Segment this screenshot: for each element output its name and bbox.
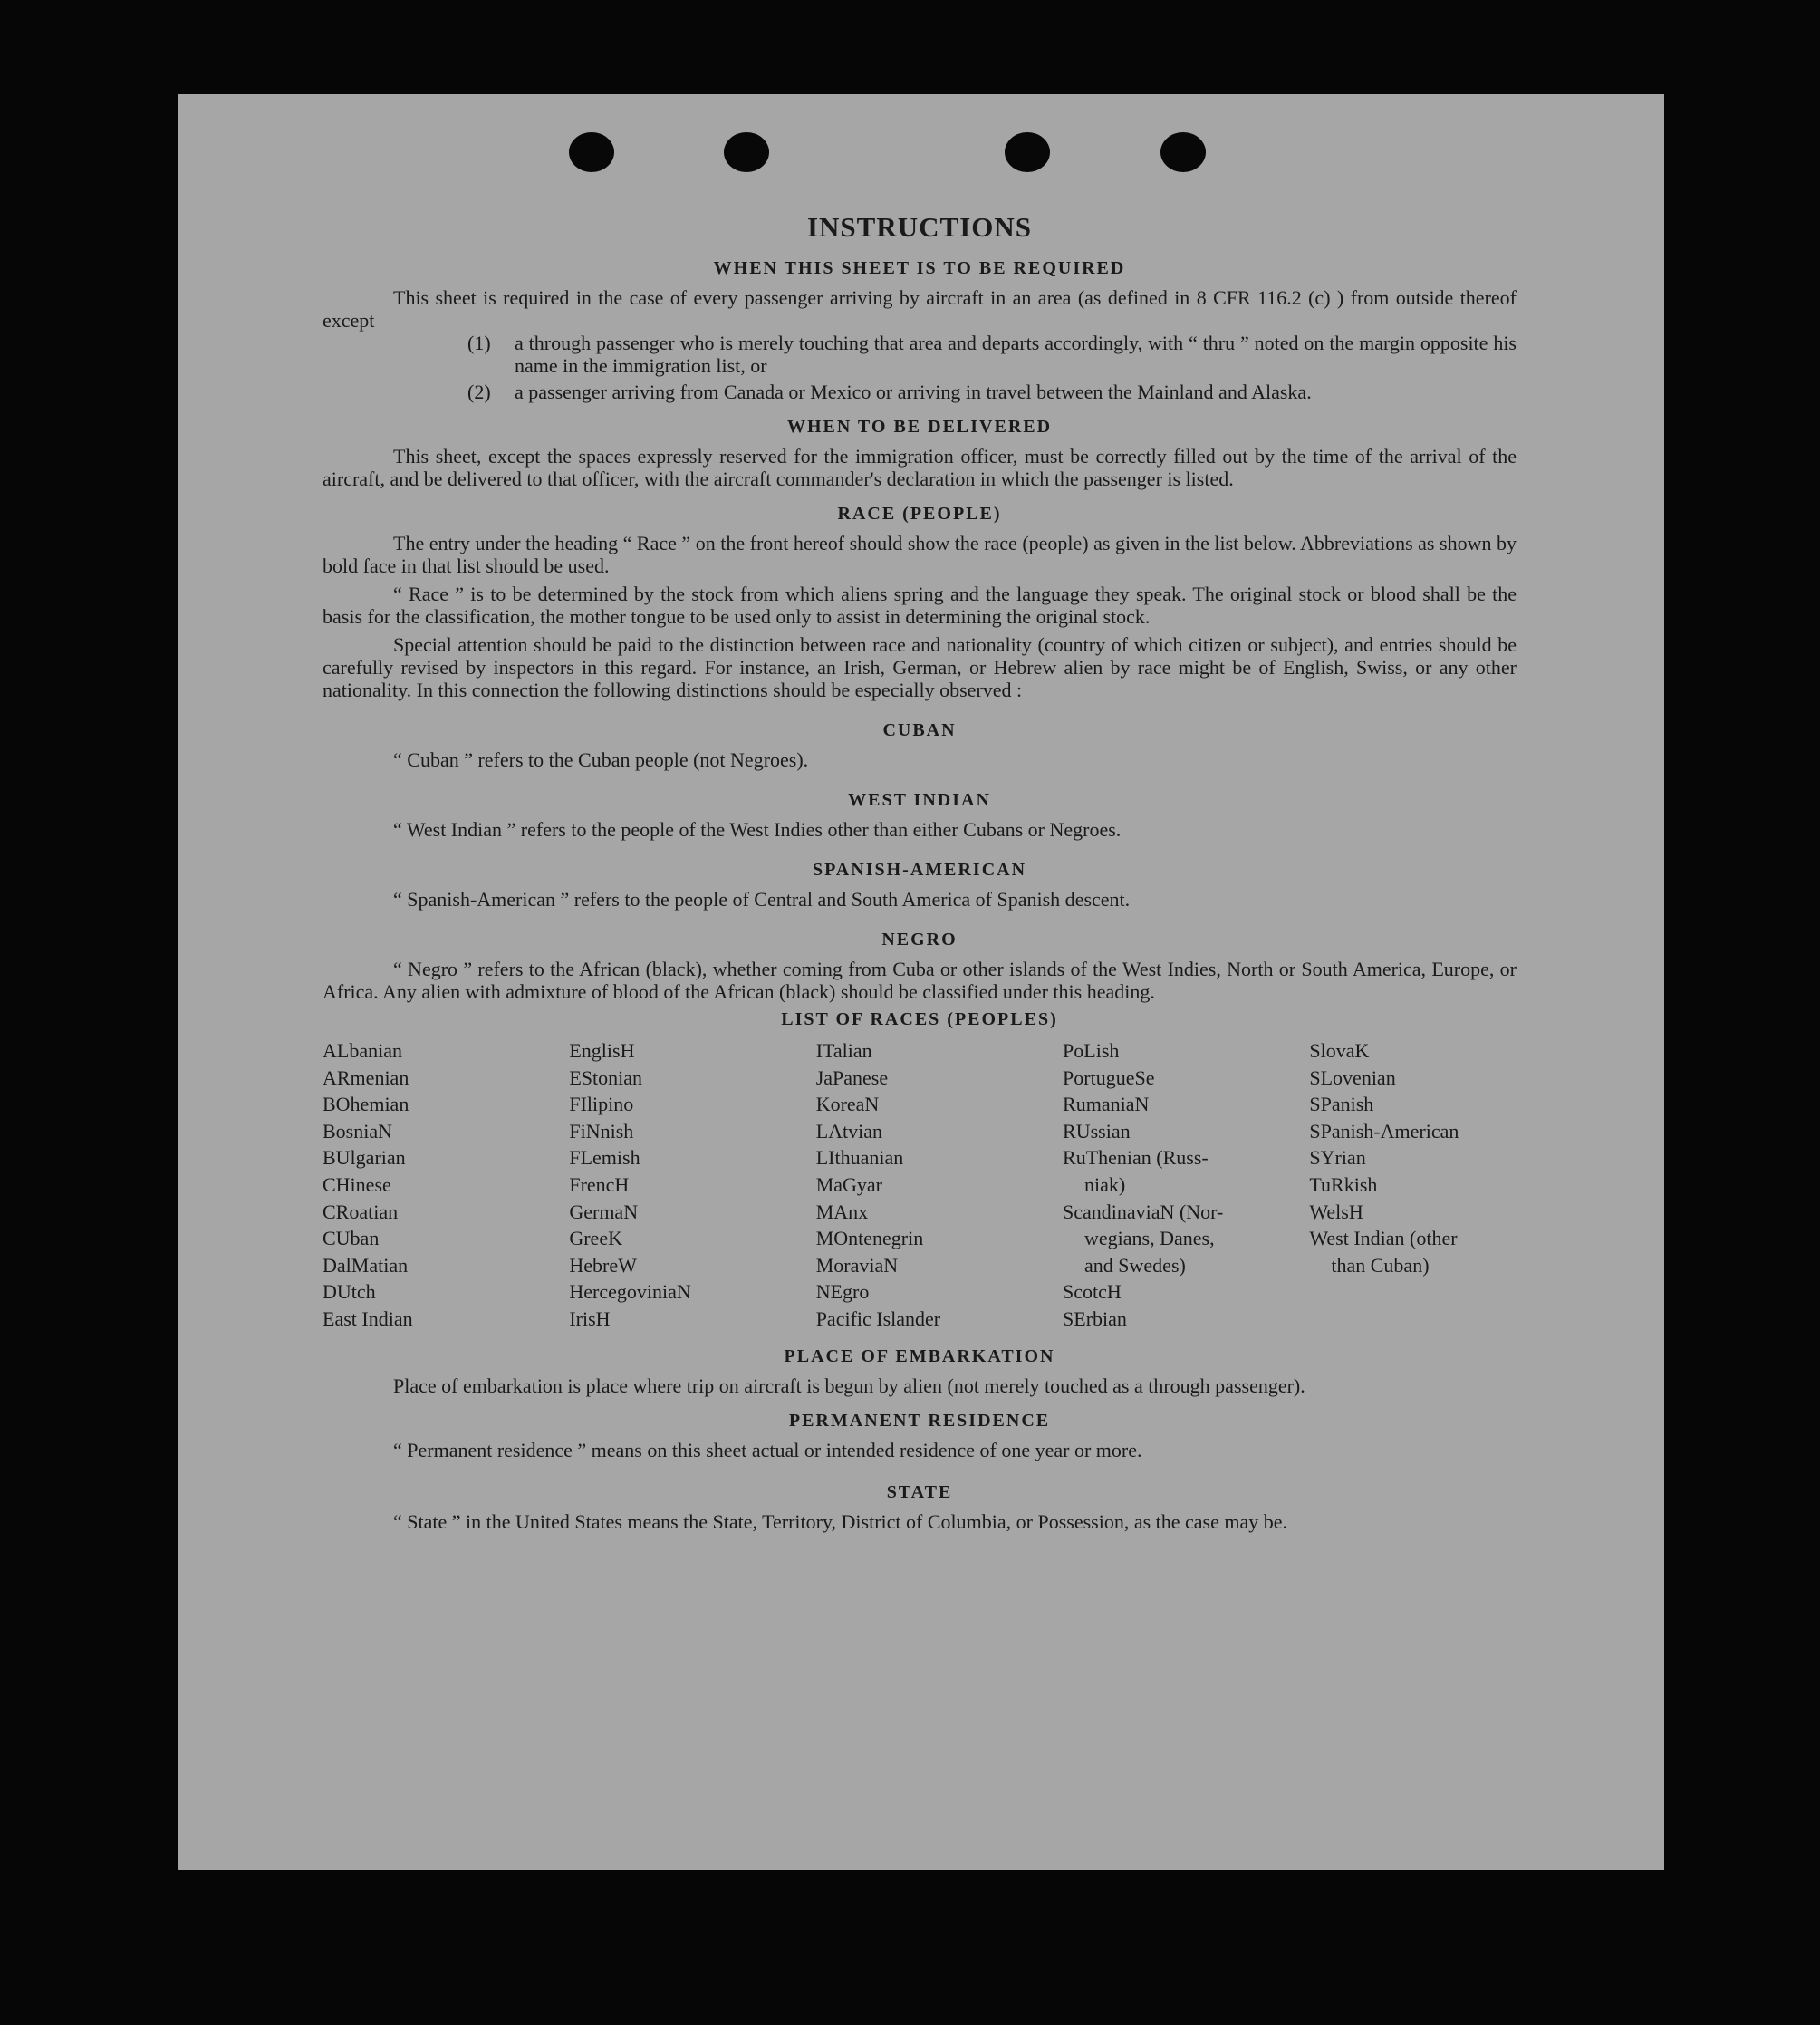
race-entry: RumaniaN	[1063, 1093, 1150, 1116]
races-list	[323, 1037, 1517, 1333]
race-entry: SPanish-American	[1309, 1119, 1459, 1143]
race-entry: RUssian	[1063, 1119, 1131, 1143]
race-entry: NEgro	[815, 1280, 870, 1304]
race-entry: ALbanian	[323, 1039, 402, 1062]
races-column	[1063, 1037, 1309, 1333]
race-entry: East Indian	[323, 1307, 413, 1330]
punch-hole	[724, 132, 769, 172]
race-entry: MaGyar	[815, 1172, 882, 1196]
race-entry: EnglisH	[569, 1039, 635, 1062]
race-entry-continued: and Swedes)	[1084, 1253, 1186, 1277]
item-number: (2)	[467, 381, 491, 403]
heading-permanent-residence: PERMANENT RESIDENCE	[788, 1410, 1051, 1431]
punch-hole	[1160, 132, 1206, 172]
race-entry: HercegoviniaN	[569, 1280, 691, 1304]
race-entry: FrencH	[569, 1172, 630, 1196]
item-number: (1)	[467, 332, 491, 354]
race-entry: FiNnish	[569, 1119, 634, 1143]
race-entry: PoLish	[1063, 1039, 1120, 1062]
races-column	[1309, 1037, 1517, 1333]
heading-negro: NEGRO	[881, 930, 958, 950]
heading-spanish-american: SPANISH-AMERICAN	[812, 860, 1027, 880]
heading-west-indian: WEST INDIAN	[848, 790, 991, 810]
embarkation-text: Place of embarkation is place where trip on aircraft is begun by alien (not merely touched as a through passenger).	[393, 1374, 1305, 1397]
race-entry: RuThenian (Russ-	[1063, 1146, 1209, 1170]
race-entry: MoraviaN	[815, 1253, 899, 1277]
spanish-american-text: “ Spanish-American ” refers to the people of Central and South America of Spanish descent.	[393, 888, 1131, 911]
race-entry: SlovaK	[1309, 1039, 1370, 1062]
races-column	[323, 1037, 569, 1333]
instructions-content	[323, 210, 1517, 1533]
race-entry: SErbian	[1063, 1307, 1127, 1330]
document-sheet	[178, 94, 1664, 1870]
race-entry: SYrian	[1309, 1146, 1366, 1170]
race-entry: CHinese	[323, 1172, 391, 1196]
race-entry: KoreaN	[815, 1093, 880, 1116]
race-entry: SPanish	[1309, 1093, 1374, 1116]
heading-state: STATE	[886, 1481, 953, 1502]
heading-when-required: WHEN THIS SHEET IS TO BE REQUIRED	[713, 258, 1126, 278]
race-entry-continued: wegians, Danes,	[1084, 1227, 1215, 1250]
west-indian-text: “ West Indian ” refers to the people of the West Indies other than either Cubans or Negroes.	[393, 818, 1122, 841]
heading-list-of-races: LIST OF RACES (PEOPLES)	[781, 1009, 1058, 1029]
heading-place-of-embarkation: PLACE OF EMBARKATION	[784, 1345, 1055, 1366]
race-entry: GermaN	[569, 1200, 639, 1223]
race-paragraph: “ Race ” is to be determined by the stock from which aliens spring and the language they speak. The original stock or blood shall be the basis for the classification, the mother tongue to be used only to assist in determining the original stock.	[323, 583, 1517, 628]
race-entry: CRoatian	[323, 1200, 399, 1223]
race-entry: Pacific Islander	[815, 1307, 941, 1330]
race-entry: TuRkish	[1309, 1172, 1378, 1196]
item-text: a passenger arriving from Canada or Mexico or arriving in travel between the Mainland and Alaska.	[515, 381, 1312, 403]
race-entry: IrisH	[569, 1307, 611, 1330]
delivered-text: This sheet, except the spaces expressly reserved for the immigration officer, must be correctly filled out by the time of the arrival of the aircraft, and be delivered to that officer, with the aircraft commander's declaration in which the passenger is listed.	[323, 445, 1517, 490]
race-paragraph: The entry under the heading “ Race ” on the front hereof should show the race (people) as given in the list below. Abbreviations as shown by bold face in that list should be used.	[323, 532, 1517, 577]
race-entry: WelsH	[1309, 1200, 1363, 1223]
race-entry: JaPanese	[815, 1066, 889, 1089]
negro-text: “ Negro ” refers to the African (black), whether coming from Cuba or other islands of the West Indies, North or South America, Europe, or Africa. Any alien with admixture of blood of the African (black) should be classified under this heading.	[323, 958, 1517, 1003]
race-entry: BUlgarian	[323, 1146, 406, 1170]
race-entry: SLovenian	[1309, 1066, 1396, 1089]
race-entry: BOhemian	[323, 1093, 409, 1116]
race-entry: LIthuanian	[815, 1146, 904, 1170]
race-entry: PortugueSe	[1063, 1066, 1155, 1089]
punch-hole	[1005, 132, 1050, 172]
race-entry: West Indian (other	[1309, 1227, 1458, 1250]
required-item	[467, 381, 1517, 403]
race-entry: LAtvian	[815, 1119, 883, 1143]
heading-cuban: CUBAN	[882, 720, 957, 740]
races-column	[569, 1037, 815, 1333]
race-paragraph: Special attention should be paid to the distinction between race and nationality (country of which citizen or subject), and entries should be carefully revised by inspectors in this regard. For instance, an Irish, German, or Hebrew alien by race might be of English, Swiss, or any other nationality. In this connection the following distinctions should be especially observed :	[323, 633, 1517, 701]
race-entry: MAnx	[815, 1200, 869, 1223]
race-entry: DalMatian	[323, 1253, 409, 1277]
race-entry: HebreW	[569, 1253, 637, 1277]
cuban-text: “ Cuban ” refers to the Cuban people (not Negroes).	[393, 748, 809, 771]
race-entry: DUtch	[323, 1280, 376, 1304]
race-entry: ITalian	[815, 1039, 872, 1062]
residence-text: “ Permanent residence ” means on this sheet actual or intended residence of one year or more.	[393, 1438, 1142, 1461]
race-entry: EStonian	[569, 1066, 643, 1089]
race-entry: FIlipino	[569, 1093, 634, 1116]
item-text: a through passenger who is merely touching that area and departs accordingly, with “ thru ” noted on the margin opposite his name in the immigration list, or	[515, 332, 1517, 377]
punch-hole	[569, 132, 614, 172]
race-entry: ScandinaviaN (Nor-	[1063, 1200, 1224, 1223]
state-text: “ State ” in the United States means the State, Territory, District of Columbia, or Possession, as the case may be.	[393, 1509, 1288, 1533]
page-title: INSTRUCTIONS	[806, 211, 1032, 243]
race-entry-continued: than Cuban)	[1331, 1253, 1430, 1277]
race-entry: FLemish	[569, 1146, 640, 1170]
race-entry: GreeK	[569, 1227, 622, 1250]
race-entry: ScotcH	[1063, 1280, 1122, 1304]
race-entry: CUban	[323, 1227, 380, 1250]
race-entry: ARmenian	[323, 1066, 409, 1089]
heading-race: RACE (PEOPLE)	[837, 504, 1002, 524]
race-entry-continued: niak)	[1084, 1172, 1126, 1196]
races-column	[816, 1037, 1063, 1333]
required-intro: This sheet is required in the case of every passenger arriving by aircraft in an area (as defined in 8 CFR 116.2 (c) ) from outside thereof except	[323, 286, 1517, 332]
heading-when-delivered: WHEN TO BE DELIVERED	[786, 417, 1053, 437]
race-entry: MOntenegrin	[815, 1227, 924, 1250]
race-entry: BosniaN	[323, 1119, 392, 1143]
required-item	[467, 332, 1517, 377]
